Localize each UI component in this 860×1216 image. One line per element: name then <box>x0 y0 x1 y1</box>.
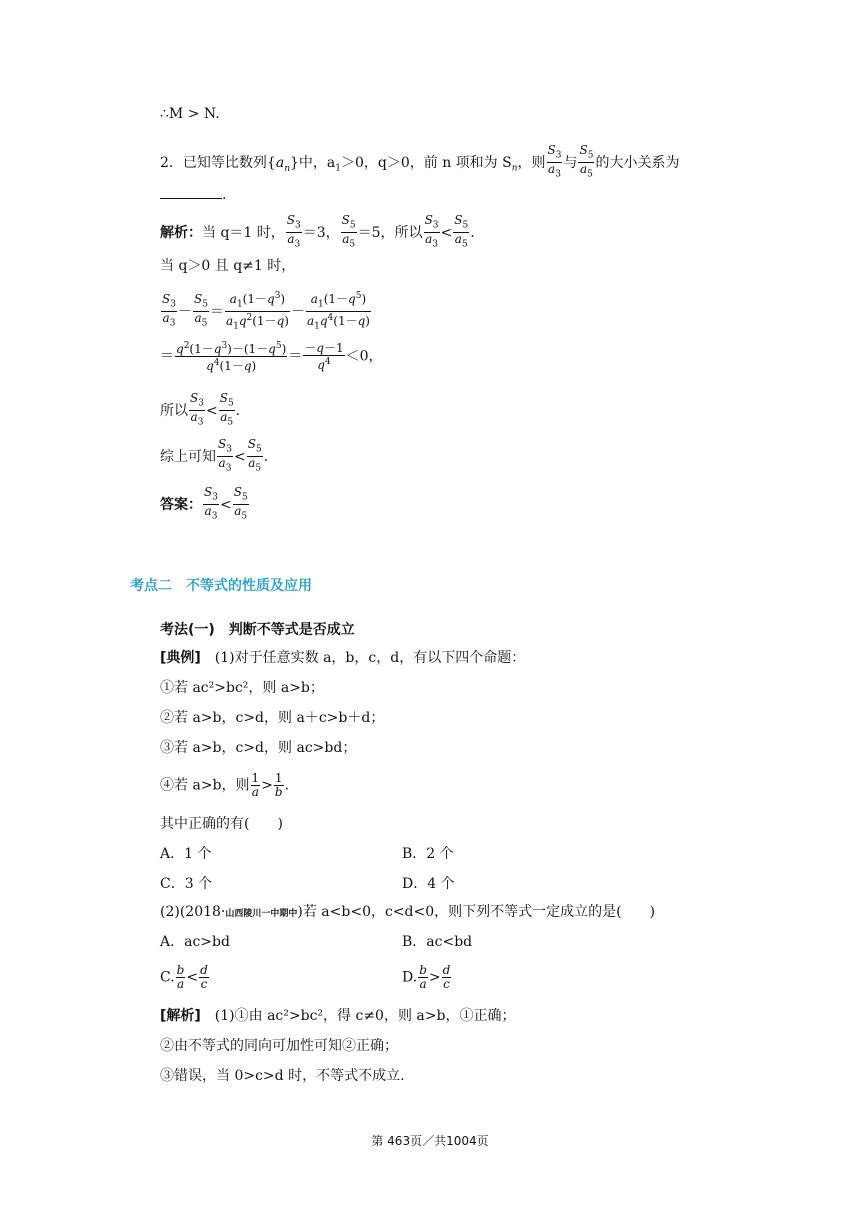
derivation-1: $\frac{S_3}{a_3}$ － $\frac{S_5}{a_5}$ ＝ $\frac{a_1(1-q^3)}{a_1q^2(1-q)}$ － $\frac{a_1(1-q^5)}{a_1q^4(1-q)}$ <box>162 291 370 332</box>
option-c2: C. $\frac{b}{a}$ < $\frac{d}{c}$ <box>160 963 208 991</box>
section-title: 考点二 不等式的性质及应用 <box>130 578 312 594</box>
option-a2: A．ac>bd <box>160 934 230 950</box>
example-intro: [典例] (1)对于任意实数 a，b，c，d，有以下四个命题： <box>160 650 526 666</box>
option-b: B．2 个 <box>402 846 454 862</box>
condition-line: 当 q＞0 且 q≠1 时， <box>160 258 296 274</box>
analysis-3: ③错误，当 0>c>d 时，不等式不成立. <box>160 1068 405 1084</box>
conclusion-line: ∴M > N. <box>160 106 220 122</box>
proposition-4: ④若 a>b，则 $\frac{1}{a}$ > $\frac{1}{b}$ . <box>160 771 290 799</box>
sum-up-line: 综上可知 $\frac{S_3}{a_3}$ < $\frac{S_5}{a_5}$ . <box>160 437 269 474</box>
option-d: D．4 个 <box>402 876 455 892</box>
proposition-1: ①若 ac²>bc²，则 a>b； <box>160 680 324 696</box>
question-2: 2．已知等比数列$\{a_n\}$中，$a_1>0$，q＞0，前 n 项和为 $S_n$，则 $\frac{S_3}{a_3}$ 与 $\frac{S_5}{a_5}$ 的大小关系为 <box>160 143 680 180</box>
analysis-1: [解析] (1)①由 ac²>bc²，得 c≠0，则 a>b，①正确； <box>160 1008 516 1024</box>
derivation-2: ＝ $\frac{q^2(1-q^3)-(1-q^5)}{q^4(1-q)}$ ＝ $\frac{-q-1}{q^4}$ ＜0， <box>160 340 383 373</box>
method-title: 考法(一) 判断不等式是否成立 <box>160 622 355 638</box>
which-correct: 其中正确的有( ) <box>160 816 283 832</box>
proposition-3: ③若 a>b，c>d，则 ac>bd； <box>160 740 357 756</box>
question-2b: (2)(2018·山西陵川一中期中)若 a<b<0，c<d<0，则下列不等式一定成立的是( ) <box>160 904 656 920</box>
answer-blank: . <box>160 184 226 205</box>
analysis-2: ②由不等式的同向可加性可知②正确； <box>160 1038 398 1054</box>
option-d2: D. $\frac{b}{a}$ > $\frac{d}{c}$ <box>402 963 451 991</box>
proposition-2: ②若 a>b，c>d，则 a＋c>b＋d； <box>160 710 385 726</box>
option-b2: B．ac<bd <box>402 934 473 950</box>
option-a: A．1 个 <box>160 846 212 862</box>
option-c: C．3 个 <box>160 876 213 892</box>
so-line: 所以 $\frac{S_3}{a_3}$ < $\frac{S_5}{a_5}$ . <box>160 391 241 428</box>
answer-line: 答案： $\frac{S_3}{a_3}$ < $\frac{S_5}{a_5}$ <box>160 485 248 522</box>
jiexi-line-1: 解析：当 q＝1 时， $\frac{S_3}{a_3}$ ＝3， $\frac{S_5}{a_5}$ ＝5，所以 $\frac{S_3}{a_3}$ < $\frac{S_5}{a_5}$ . <box>160 213 475 250</box>
page-footer: 第 463页／共1004页 <box>371 1134 489 1148</box>
